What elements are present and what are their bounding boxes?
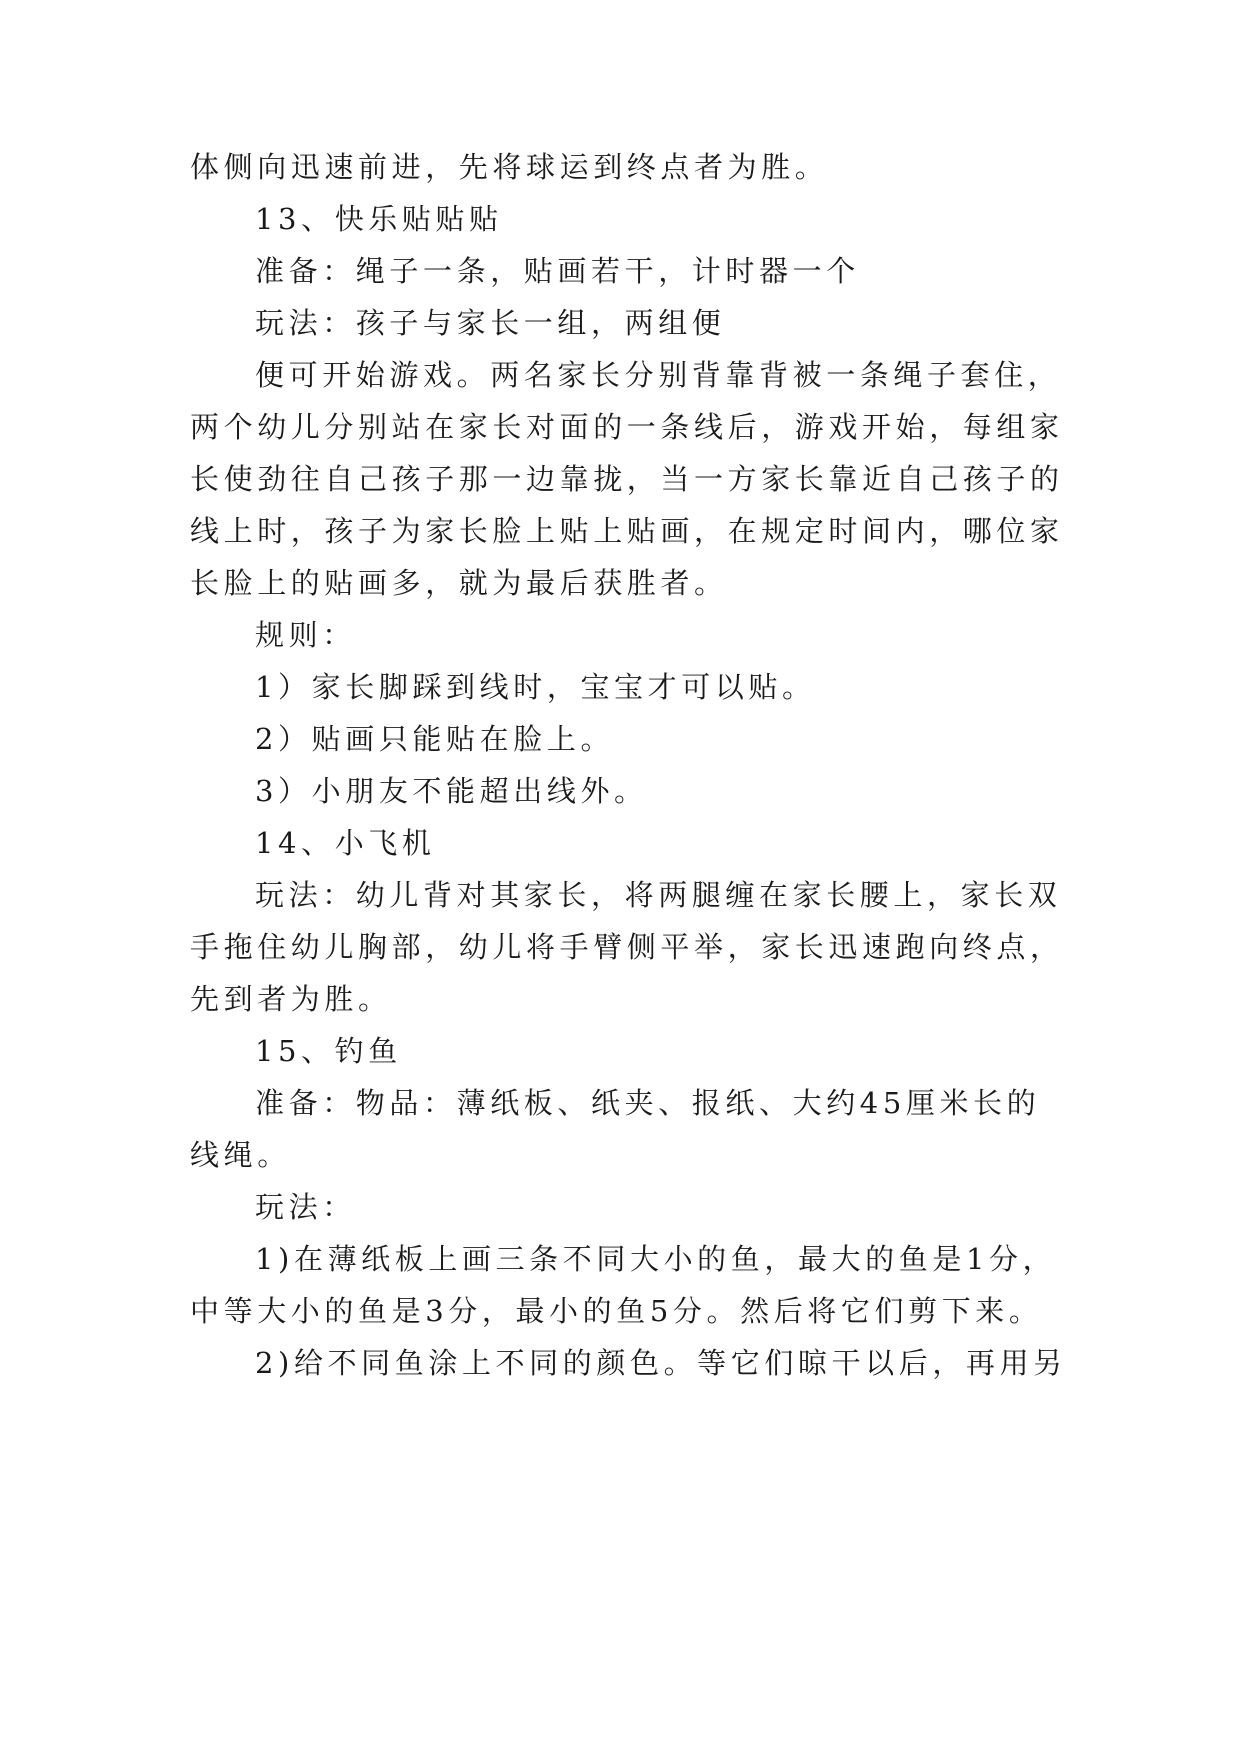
paragraph-line: 中等大小的鱼是3分，最小的鱼5分。然后将它们剪下来。 — [190, 1294, 1043, 1328]
paragraph-line: 线上时，孩子为家长脸上贴上贴画，在规定时间内，哪位家 — [190, 514, 1064, 548]
list-item: 3）小朋友不能超出线外。 — [255, 774, 648, 808]
paragraph-line: 准备：物品：薄纸板、纸夹、报纸、大约45厘米长的 — [255, 1086, 1041, 1120]
paragraph-line: 体侧向迅速前进，先将球运到终点者为胜。 — [190, 150, 829, 184]
paragraph-line: 玩法：孩子与家长一组，两组便 — [255, 306, 726, 340]
paragraph-line: 规则： — [255, 618, 356, 652]
list-item: 2）贴画只能贴在脸上。 — [255, 722, 615, 756]
list-item: 1）家长脚踩到线时，宝宝才可以贴。 — [255, 670, 816, 704]
paragraph-line: 先到者为胜。 — [190, 982, 392, 1016]
paragraph-line: 两个幼儿分别站在家长对面的一条线后，游戏开始，每组家 — [190, 410, 1064, 444]
paragraph-line: 玩法：幼儿背对其家长，将两腿缠在家长腰上，家长双 — [255, 878, 1062, 912]
paragraph-line: 玩法： — [255, 1190, 356, 1224]
paragraph-line: 长脸上的贴画多，就为最后获胜者。 — [190, 566, 728, 600]
paragraph-line: 便可开始游戏。两名家长分别背靠背被一条绳子套住， — [255, 358, 1062, 392]
list-item: 1)在薄纸板上画三条不同大小的鱼，最大的鱼是1分， — [255, 1242, 1057, 1276]
paragraph-line: 线绳。 — [190, 1138, 291, 1172]
section-heading: 15、钓鱼 — [255, 1034, 402, 1068]
section-heading: 14、小飞机 — [255, 826, 436, 860]
paragraph-line: 长使劲往自己孩子那一边靠拢，当一方家长靠近自己孩子的 — [190, 462, 1064, 496]
paragraph-line: 准备：绳子一条，贴画若干，计时器一个 — [255, 254, 860, 288]
paragraph-line: 手拖住幼儿胸部，幼儿将手臂侧平举，家长迅速跑向终点， — [190, 930, 1064, 964]
list-item: 2)给不同鱼涂上不同的颜色。等它们晾干以后，再用另 — [255, 1346, 1067, 1380]
section-heading: 13、快乐贴贴贴 — [255, 202, 503, 236]
